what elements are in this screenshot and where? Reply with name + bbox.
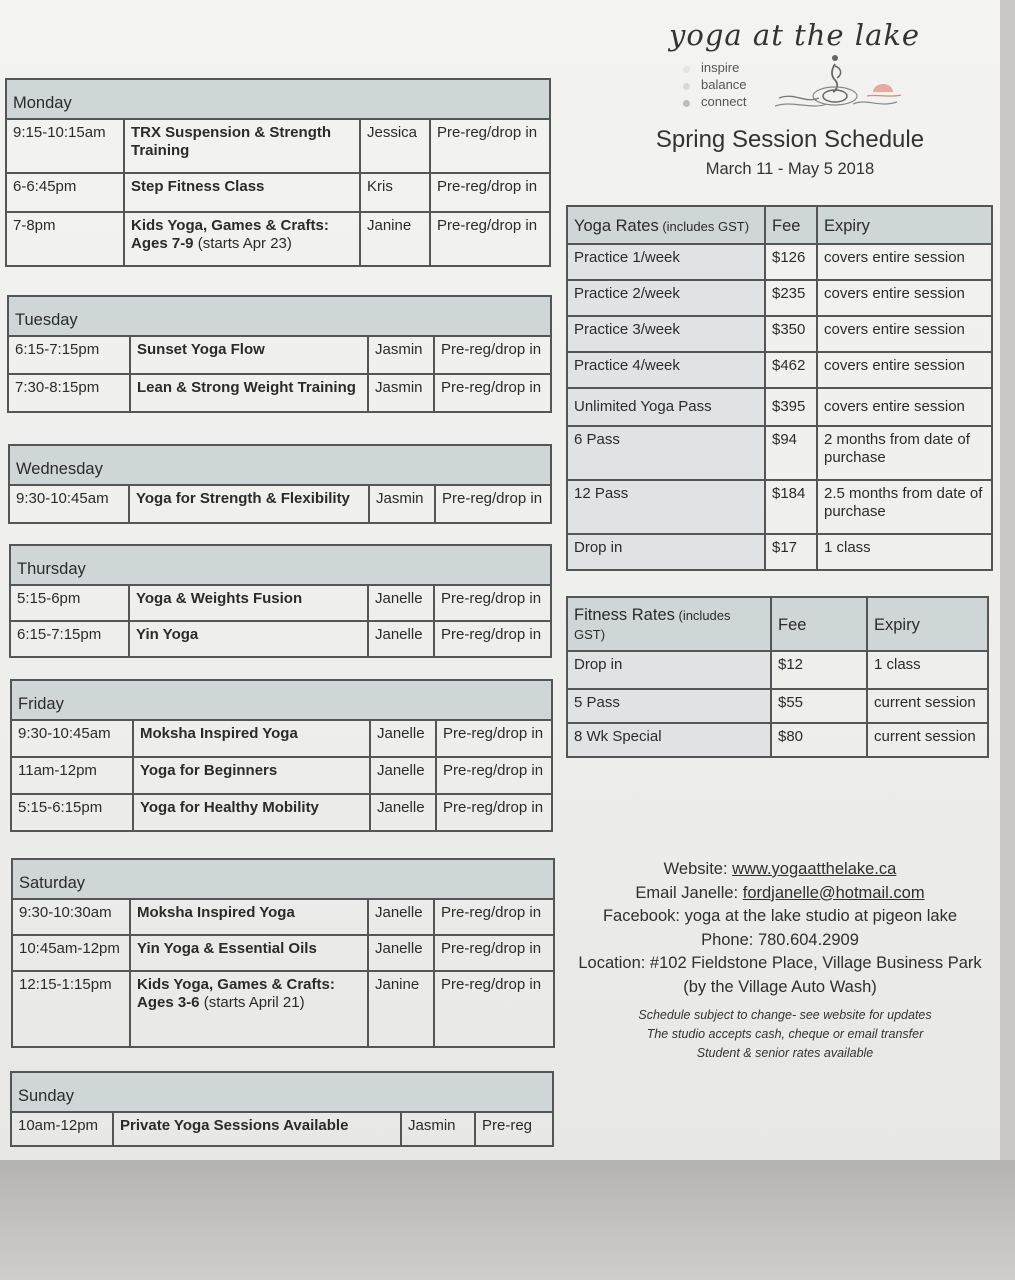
fitness-rates-table (566, 596, 989, 758)
rate-row (567, 352, 992, 388)
yoga-rates-table (566, 205, 993, 571)
day-header: Wednesday (9, 445, 551, 485)
class-row (10, 621, 551, 657)
class-registration: Pre-reg/drop in (434, 971, 554, 1047)
class-instructor: Janelle (370, 794, 436, 831)
class-name (124, 212, 360, 266)
note-line: Schedule subject to change- see website for updates (638, 1008, 932, 1022)
fee-header: Fee (771, 597, 867, 651)
class-row (11, 794, 552, 831)
fee-header: Fee (765, 206, 817, 244)
class-name: Lean & Strong Weight Training (130, 374, 368, 412)
class-row (11, 720, 552, 757)
tagline-balance: balance (701, 77, 747, 92)
class-name: Private Yoga Sessions Available (113, 1112, 401, 1146)
class-time: 7-8pm (6, 212, 124, 266)
website-line (560, 858, 1000, 882)
rate-label: Practice 2/week (567, 280, 765, 316)
schedule-notes (590, 1006, 980, 1063)
day-header: Tuesday (8, 296, 551, 336)
rate-expiry: 1 class (867, 651, 988, 689)
class-time: 6:15-7:15pm (8, 336, 130, 374)
contact-info (560, 858, 1000, 999)
rate-fee: $126 (765, 244, 817, 280)
rate-row (567, 388, 992, 426)
rate-expiry: 2 months from date of purchase (817, 426, 992, 480)
class-instructor: Janelle (368, 585, 434, 621)
class-row (11, 1112, 553, 1146)
rate-label: Unlimited Yoga Pass (567, 388, 765, 426)
class-time: 9:15-10:15am (6, 119, 124, 173)
class-name: Yoga for Healthy Mobility (133, 794, 370, 831)
rate-fee: $17 (765, 534, 817, 570)
facebook-line: Facebook: yoga at the lake studio at pigeon lake (602, 907, 958, 925)
friday-schedule-table (10, 679, 553, 832)
day-header: Thursday (10, 545, 551, 585)
rate-row (567, 651, 988, 689)
class-name: Sunset Yoga Flow (130, 336, 368, 374)
rate-label: Practice 1/week (567, 244, 765, 280)
class-registration: Pre-reg/drop in (434, 935, 554, 971)
rates-title: Yoga Rates (574, 216, 659, 235)
class-registration: Pre-reg/drop in (435, 485, 551, 523)
class-time: 10am-12pm (11, 1112, 113, 1146)
rate-fee: $350 (765, 316, 817, 352)
rate-row (567, 723, 988, 757)
class-time: 6:15-7:15pm (10, 621, 129, 657)
rate-fee: $80 (771, 723, 867, 757)
class-time: 9:30-10:30am (12, 899, 130, 935)
day-header: Sunday (11, 1072, 553, 1112)
class-time: 10:45am-12pm (12, 935, 130, 971)
class-instructor: Janine (368, 971, 434, 1047)
tagline-dot-icon (683, 100, 690, 107)
class-note: (starts April 21) (199, 994, 305, 1011)
sunday-schedule-table (10, 1071, 554, 1147)
rate-fee: $395 (765, 388, 817, 426)
tuesday-schedule-table (7, 295, 552, 413)
page-title: Spring Session Schedule (655, 126, 925, 153)
class-instructor: Janelle (368, 899, 434, 935)
phone-line: Phone: 780.604.2909 (701, 930, 859, 949)
rate-expiry: covers entire session (817, 316, 992, 352)
email-line (560, 882, 1000, 906)
day-header: Saturday (12, 859, 554, 899)
class-title: Kids Yoga, Games & Crafts: Ages 7-9 (131, 217, 329, 252)
class-name: Yoga & Weights Fusion (129, 585, 368, 621)
website-link[interactable]: www.yogaatthelake.ca (732, 860, 897, 878)
class-row (8, 336, 551, 374)
rate-label: Practice 4/week (567, 352, 765, 388)
rate-row (567, 534, 992, 570)
rate-fee: $12 (771, 651, 867, 689)
class-title: TRX Suspension & Strength Training (131, 124, 332, 159)
tagline-dot-icon (683, 83, 690, 90)
rate-fee: $184 (765, 480, 817, 534)
rate-row (567, 280, 992, 316)
rates-title: Fitness Rates (574, 606, 675, 624)
rate-expiry: current session (867, 723, 988, 757)
class-time: 12:15-1:15pm (12, 971, 130, 1047)
rate-label: Practice 3/week (567, 316, 765, 352)
rate-expiry: covers entire session (817, 352, 992, 388)
note-line: The studio accepts cash, cheque or email transfer (646, 1027, 924, 1041)
email-link[interactable]: fordjanelle@hotmail.com (742, 883, 925, 902)
class-instructor: Jasmin (368, 374, 434, 412)
background-surface (0, 1160, 1015, 1280)
tagline-connect: connect (701, 94, 747, 109)
class-row (9, 485, 551, 523)
rate-fee: $94 (765, 426, 817, 480)
class-instructor: Jasmin (369, 485, 435, 523)
class-registration: Pre-reg/drop in (434, 374, 551, 412)
class-registration: Pre-reg/drop in (434, 899, 554, 935)
class-registration: Pre-reg/drop in (434, 336, 551, 374)
class-title: Yin Yoga & Essential Oils (137, 940, 317, 957)
tagline-dot-icon (683, 66, 690, 73)
tagline-inspire: inspire (701, 60, 740, 75)
day-header: Monday (6, 79, 550, 119)
class-registration: Pre-reg/drop in (436, 757, 552, 794)
class-row (12, 971, 554, 1047)
class-instructor: Janelle (368, 621, 434, 657)
class-registration: Pre-reg/drop in (436, 794, 552, 831)
class-row (12, 899, 554, 935)
rates-note: (includes GST) (574, 608, 731, 642)
rate-row (567, 244, 992, 280)
class-instructor: Jessica (360, 119, 430, 173)
saturday-schedule-table (11, 858, 555, 1048)
rate-label: 6 Pass (567, 426, 765, 480)
class-time: 5:15-6:15pm (11, 794, 133, 831)
rate-label: 5 Pass (567, 689, 771, 723)
class-name: Yoga for Beginners (133, 757, 370, 794)
rate-label: 8 Wk Special (567, 723, 771, 757)
wednesday-schedule-table (8, 444, 552, 524)
class-note: (starts Apr 23) (193, 235, 292, 252)
rates-note: (includes GST) (658, 218, 750, 234)
class-name (130, 899, 368, 935)
rate-row (567, 480, 992, 534)
day-header: Friday (11, 680, 552, 720)
class-registration: Pre-reg/drop in (430, 212, 550, 266)
rate-label: 12 Pass (567, 480, 765, 534)
rate-fee: $462 (765, 352, 817, 388)
class-registration: Pre-reg/drop in (434, 585, 551, 621)
rate-expiry: current session (867, 689, 988, 723)
session-dates: March 11 - May 5 2018 (705, 160, 875, 178)
class-row (6, 173, 550, 212)
class-row (11, 757, 552, 794)
class-registration: Pre-reg/drop in (434, 621, 551, 657)
monday-schedule-table (5, 78, 551, 267)
class-instructor: Janelle (370, 757, 436, 794)
thursday-schedule-table (9, 544, 552, 658)
rate-label: Drop in (567, 534, 765, 570)
class-time: 6-6:45pm (6, 173, 124, 212)
class-time: 9:30-10:45am (11, 720, 133, 757)
class-time: 7:30-8:15pm (8, 374, 130, 412)
class-title: Step Fitness Class (131, 178, 265, 195)
class-instructor: Jasmin (401, 1112, 475, 1146)
rate-fee: $235 (765, 280, 817, 316)
class-name: Yin Yoga (129, 621, 368, 657)
class-instructor: Janelle (370, 720, 436, 757)
location-line: Location: #102 Fieldstone Place, Village Business Park (578, 954, 982, 972)
location-note: (by the Village Auto Wash) (683, 977, 877, 996)
rate-row (567, 316, 992, 352)
class-name (124, 119, 360, 173)
fitness-rates-header (567, 597, 771, 651)
rate-expiry: covers entire session (817, 388, 992, 426)
class-title: Moksha Inspired Yoga (137, 904, 295, 921)
rate-row (567, 426, 992, 480)
rate-label: Drop in (567, 651, 771, 689)
rate-expiry: covers entire session (817, 280, 992, 316)
rate-expiry: 1 class (817, 534, 992, 570)
class-registration: Pre-reg/drop in (430, 119, 550, 173)
brand-name: yoga at the lake (669, 18, 921, 52)
rate-expiry: 2.5 months from date of purchase (817, 480, 992, 534)
class-row (6, 119, 550, 173)
class-time: 11am-12pm (11, 757, 133, 794)
class-registration: Pre-reg/drop in (436, 720, 552, 757)
class-name (124, 173, 360, 212)
email-label: Email Janelle: (635, 883, 743, 902)
class-name (130, 971, 368, 1047)
rate-fee: $55 (771, 689, 867, 723)
class-instructor: Jasmin (368, 336, 434, 374)
class-row (8, 374, 551, 412)
class-instructor: Janelle (368, 935, 434, 971)
expiry-header: Expiry (817, 206, 992, 244)
class-registration: Pre-reg/drop in (430, 173, 550, 212)
class-time: 5:15-6pm (10, 585, 129, 621)
class-row (12, 935, 554, 971)
note-line: Student & senior rates available (696, 1046, 874, 1060)
class-row (10, 585, 551, 621)
rate-expiry: covers entire session (817, 244, 992, 280)
expiry-header: Expiry (867, 597, 988, 651)
class-row (6, 212, 550, 266)
class-registration: Pre-reg (475, 1112, 553, 1146)
lake-meditation-icon (775, 52, 905, 112)
brand-logo (665, 18, 965, 118)
class-instructor: Janine (360, 212, 430, 266)
class-name (130, 935, 368, 971)
yoga-rates-header (567, 206, 765, 244)
class-time: 9:30-10:45am (9, 485, 129, 523)
class-title: Kids Yoga, Games & Crafts: Ages 3-6 (137, 976, 335, 1011)
class-name: Moksha Inspired Yoga (133, 720, 370, 757)
class-instructor: Kris (360, 173, 430, 212)
class-name: Yoga for Strength & Flexibility (129, 485, 369, 523)
rate-row (567, 689, 988, 723)
website-label: Website: (663, 860, 733, 878)
